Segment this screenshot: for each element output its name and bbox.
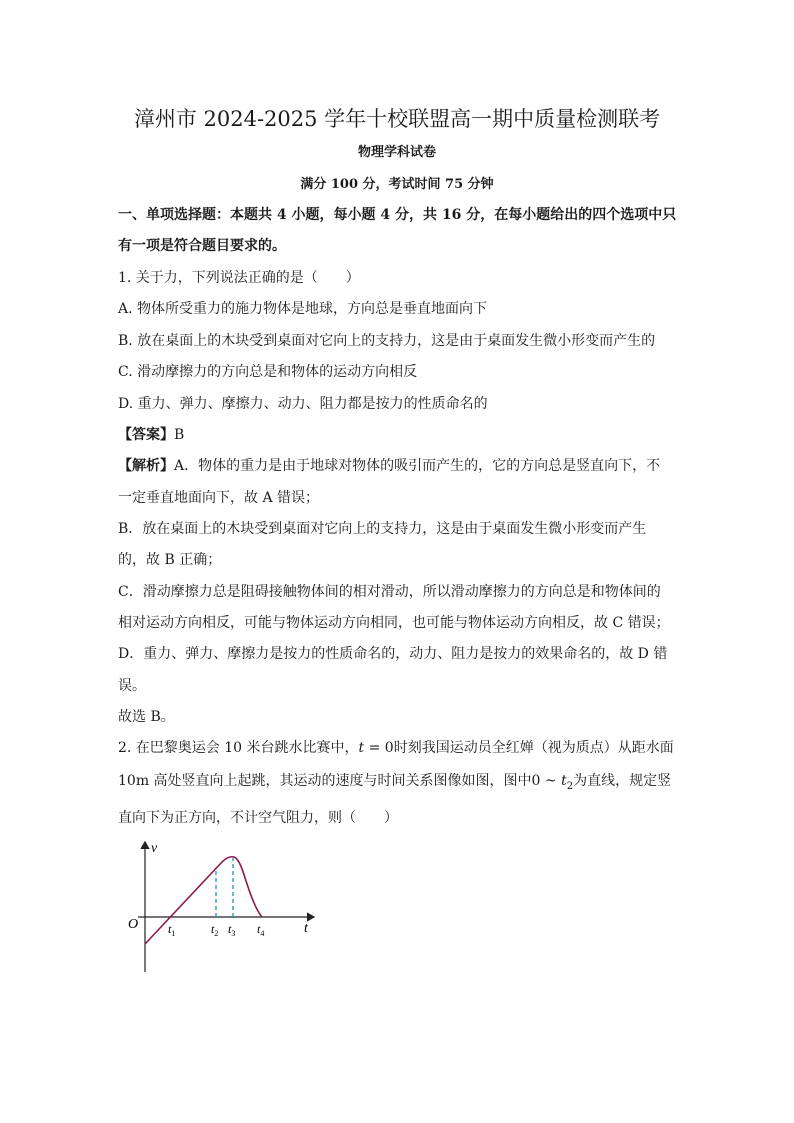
- y-axis-label: v: [151, 841, 158, 856]
- q2-line3: 直向下为正方向，不计空气阻力，则（ ）: [118, 810, 398, 826]
- vt-graph: [128, 838, 318, 976]
- q2-subscript: 2: [566, 780, 574, 792]
- q1-analysis-line2: 一定垂直地面向下，故 A 错误；: [118, 490, 320, 506]
- subject-title: 物理学科试卷: [357, 145, 436, 160]
- q1-option-d: D. 重力、弹力、摩擦力、动力、阻力都是按力的性质命名的: [118, 396, 488, 412]
- q1-stem: 1. 关于力，下列说法正确的是（ ）: [118, 270, 360, 286]
- q2-text: = 0时刻我国运动员全红婵（视为质点）从距水面: [364, 740, 674, 756]
- exam-title: 漳州市 2024-2025 学年十校联盟高一期中质量检测联考: [133, 107, 661, 131]
- analysis-label: 【解析】: [118, 458, 174, 474]
- q2-text: 为直线，规定竖: [573, 773, 672, 789]
- q1-analysis-line3: B．放在桌面上的木块受到桌面对它向上的支持力，这是由于桌面发生微小形变而产生: [118, 521, 647, 537]
- q2-line2: [118, 770, 678, 798]
- q2-var-t: t: [358, 740, 365, 756]
- q1-analysis-line5: C．滑动摩擦力总是阻碍接触物体间的相对滑动，所以滑动摩擦力的方向总是和物体间的: [118, 584, 661, 600]
- q2-text: 2. 在巴黎奥运会 10 米台跳水比赛中，: [118, 740, 359, 756]
- score-info: 满分 100 分，考试时间 75 分钟: [300, 177, 494, 192]
- q1-answer: [118, 424, 678, 446]
- q1-analysis-line4: 的，故 B 正确；: [118, 552, 222, 568]
- q1-option-b: B. 放在桌面上的木块受到桌面对它向上的支持力，这是由于桌面发生微小形变而产生的: [118, 333, 656, 349]
- q1-option-c: C. 滑动摩擦力的方向总是和物体的运动方向相反: [118, 364, 418, 380]
- analysis-text: A．物体的重力是由于地球对物体的吸引而产生的，它的方向总是竖直向下，不: [174, 458, 661, 474]
- x-axis-label: t: [304, 921, 308, 936]
- answer-value: B: [174, 427, 185, 443]
- q1-analysis-line7: D．重力、弹力、摩擦力是按力的性质命名的，动力、阻力是按力的效果命名的，故 D 错: [118, 646, 668, 662]
- velocity-curve: [145, 857, 265, 944]
- q2-line1: [118, 737, 678, 759]
- q1-analysis-line8: 误。: [118, 678, 146, 694]
- q2-text: 10m 高处竖直向上起跳，其运动的速度与时间关系图像如图，图中: [118, 773, 532, 789]
- tick-t4: $t_4$: [257, 922, 265, 938]
- section-heading-line1: 一、单项选择题：本题共 4 小题，每小题 4 分，共 16 分，在每小题给出的四个选项中只: [118, 207, 677, 223]
- origin-label: O: [128, 917, 139, 932]
- tick-t2: $t_2$: [211, 922, 219, 938]
- answer-label: 【答案】: [118, 427, 174, 443]
- q1-option-a: A. 物体所受重力的施力物体是地球，方向总是垂直地面向下: [118, 301, 488, 317]
- tick-t3: $t_3$: [228, 922, 236, 938]
- section-heading-line2: 有一项是符合题目要求的。: [118, 238, 286, 254]
- tick-t1: $t_1$: [168, 922, 176, 938]
- q2-var-t: t: [561, 773, 567, 789]
- q2-range: 0 ~: [531, 773, 562, 789]
- q1-analysis-line6: 相对运动方向相反，可能与物体运动方向相同，也可能与物体运动方向相反，故 C 错误；: [118, 615, 670, 631]
- q1-analysis-line1: [118, 455, 678, 477]
- q1-conclusion: 故选 B。: [118, 709, 175, 725]
